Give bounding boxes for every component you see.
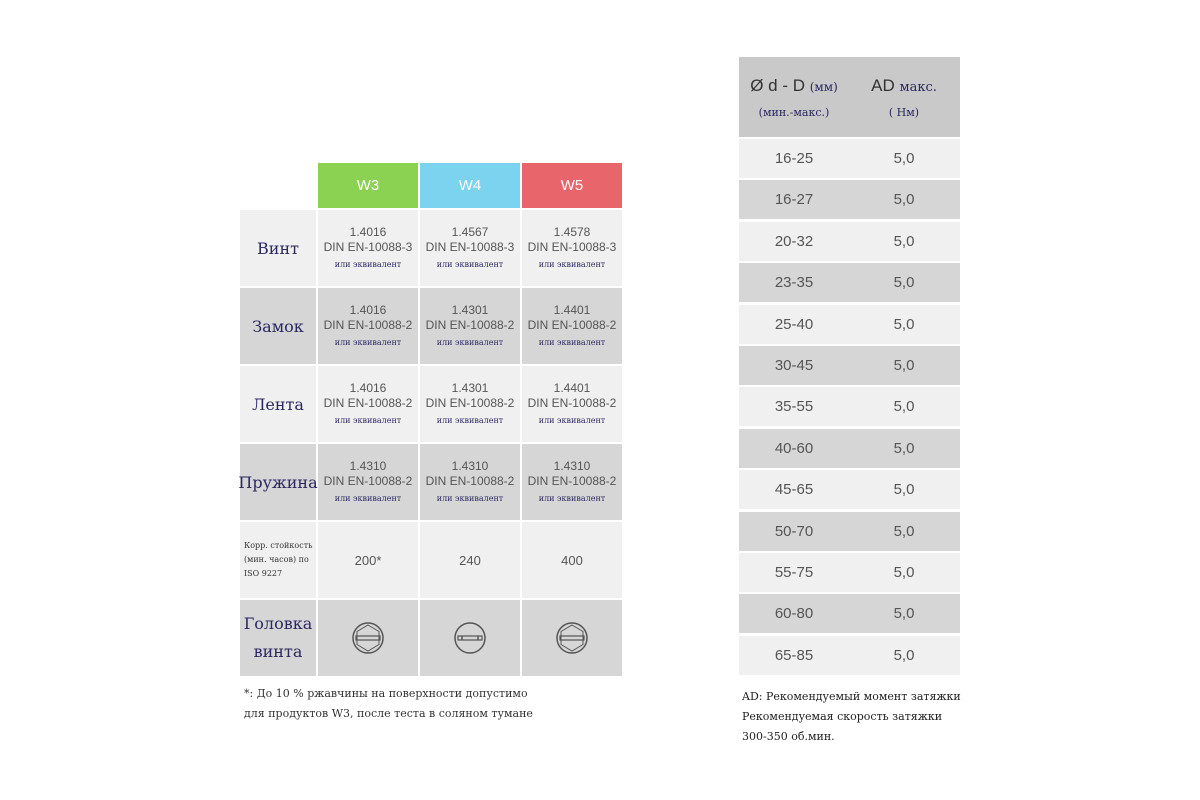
table-row <box>739 429 960 468</box>
torque-value: 5,0 <box>893 274 915 292</box>
diameter-range: 45-65 <box>774 481 814 499</box>
table-cell <box>318 210 418 286</box>
row-label-corrosion <box>240 522 316 598</box>
table-row <box>739 553 960 592</box>
table-row <box>739 387 960 426</box>
material-code: 1.4578 <box>553 224 591 239</box>
diameter-range: 30-45 <box>774 356 814 374</box>
table-cell <box>522 600 622 676</box>
diameter-range: 25-40 <box>774 315 814 333</box>
equivalent-note: или эквивалент <box>436 493 504 503</box>
table-cell <box>420 600 520 676</box>
column-header-w3: W3 <box>318 163 418 208</box>
material-standard: DIN EN-10088-2 <box>323 317 413 332</box>
table-cell <box>318 444 418 520</box>
equivalent-note: или эквивалент <box>538 415 606 425</box>
table-cell <box>318 366 418 442</box>
header-torque <box>849 57 959 137</box>
diameter-range: 40-60 <box>774 439 814 457</box>
diameter-range: 55-75 <box>774 563 814 581</box>
table-row <box>739 512 960 551</box>
material-code: 1.4301 <box>451 380 489 395</box>
diameter-range: 35-55 <box>774 398 814 416</box>
table-row <box>739 305 960 344</box>
row-label: Замок <box>240 288 316 364</box>
header-blank <box>240 163 316 208</box>
table-cell <box>522 210 622 286</box>
equivalent-note: или эквивалент <box>334 493 402 503</box>
torque-value: 5,0 <box>893 605 915 623</box>
material-standard: DIN EN-10088-2 <box>425 473 515 488</box>
row-label: Винт <box>240 210 316 286</box>
torque-value: 5,0 <box>893 563 915 581</box>
material-standard: DIN EN-10088-2 <box>527 317 617 332</box>
table-row-screw <box>240 210 626 286</box>
torque-value: 5,0 <box>893 522 915 540</box>
row-label-screw-head <box>240 600 316 676</box>
torque-note-line: 300-350 об.мин. <box>742 730 835 743</box>
diameter-range: 65-85 <box>774 646 814 664</box>
column-header-w5: W5 <box>522 163 622 208</box>
torque-value: 5,0 <box>893 315 915 333</box>
table-row-band <box>240 366 626 442</box>
table-cell <box>522 288 622 364</box>
torque-value: 5,0 <box>893 191 915 209</box>
equivalent-note: или эквивалент <box>334 415 402 425</box>
material-standard: DIN EN-10088-2 <box>425 395 515 410</box>
material-code: 1.4016 <box>349 224 387 239</box>
hex-slot-head-icon <box>351 621 385 655</box>
material-standard: DIN EN-10088-3 <box>527 239 617 254</box>
torque-table-header <box>739 57 960 137</box>
torque-sub: ( Нм) <box>888 105 920 119</box>
table-cell <box>318 600 418 676</box>
diameter-range: 16-27 <box>774 191 814 209</box>
table-row <box>739 636 960 675</box>
screw-head-label-line: винта <box>253 642 303 661</box>
table-cell <box>420 210 520 286</box>
equivalent-note: или эквивалент <box>436 259 504 269</box>
table-row <box>739 139 960 178</box>
table-cell <box>522 366 622 442</box>
material-standard: DIN EN-10088-3 <box>323 239 413 254</box>
torque-note-line: AD: Рекомендуемый момент затяжки <box>742 690 961 703</box>
table-cell <box>420 288 520 364</box>
corrosion-value: 240 <box>420 522 520 598</box>
equivalent-note: или эквивалент <box>334 337 402 347</box>
torque-title: AD <box>871 75 895 95</box>
torque-value: 5,0 <box>893 481 915 499</box>
corrosion-value: 400 <box>522 522 622 598</box>
torque-table <box>739 57 960 677</box>
row-label: Лента <box>240 366 316 442</box>
torque-value: 5,0 <box>893 646 915 664</box>
table-row-screw-head <box>240 600 626 676</box>
diameter-range: 23-35 <box>774 274 814 292</box>
table-row <box>739 180 960 219</box>
torque-note-line: Рекомендуемая скорость затяжки <box>742 710 943 723</box>
table-cell <box>420 444 520 520</box>
material-code: 1.4310 <box>349 458 387 473</box>
table-cell <box>318 288 418 364</box>
material-code: 1.4310 <box>451 458 489 473</box>
table-row <box>739 222 960 261</box>
corrosion-label-line: (мин. часов) по <box>244 555 309 564</box>
table-cell <box>420 366 520 442</box>
corrosion-label-line: ISO 9227 <box>244 569 283 578</box>
equivalent-note: или эквивалент <box>538 259 606 269</box>
material-standard: DIN EN-10088-2 <box>323 395 413 410</box>
material-code: 1.4310 <box>553 458 591 473</box>
material-code: 1.4401 <box>553 380 591 395</box>
diameter-unit: (мм) <box>809 79 838 94</box>
round-slot-head-icon <box>453 621 487 655</box>
table-row-corrosion <box>240 522 626 598</box>
material-code: 1.4016 <box>349 380 387 395</box>
material-table-header <box>240 163 626 208</box>
equivalent-note: или эквивалент <box>334 259 402 269</box>
torque-value: 5,0 <box>893 356 915 374</box>
corrosion-value: 200* <box>318 522 418 598</box>
equivalent-note: или эквивалент <box>538 337 606 347</box>
equivalent-note: или эквивалент <box>436 337 504 347</box>
equivalent-note: или эквивалент <box>436 415 504 425</box>
table-row <box>739 263 960 302</box>
table-row <box>739 470 960 509</box>
material-standard: DIN EN-10088-2 <box>527 473 617 488</box>
material-standard: DIN EN-10088-2 <box>323 473 413 488</box>
diameter-range: 50-70 <box>774 522 814 540</box>
diameter-sub: (мин.-макс.) <box>758 105 830 119</box>
torque-value: 5,0 <box>893 398 915 416</box>
diameter-range: 20-32 <box>774 232 814 250</box>
material-standard: DIN EN-10088-2 <box>425 317 515 332</box>
table-cell <box>522 444 622 520</box>
torque-qualifier: макс. <box>899 79 937 95</box>
diameter-title: Ø d - D <box>750 75 806 95</box>
torque-value: 5,0 <box>893 439 915 457</box>
column-header-w4: W4 <box>420 163 520 208</box>
table-row-spring <box>240 444 626 520</box>
screw-head-label-line: Головка <box>243 614 313 633</box>
diameter-range: 60-80 <box>774 605 814 623</box>
torque-note <box>742 687 982 747</box>
material-code: 1.4301 <box>451 302 489 317</box>
material-table <box>240 163 626 678</box>
material-standard: DIN EN-10088-3 <box>425 239 515 254</box>
material-code: 1.4016 <box>349 302 387 317</box>
material-code: 1.4567 <box>451 224 489 239</box>
material-standard: DIN EN-10088-2 <box>527 395 617 410</box>
material-code: 1.4401 <box>553 302 591 317</box>
row-label: Пружина <box>240 444 316 520</box>
table-row-lock <box>240 288 626 364</box>
table-row <box>739 594 960 633</box>
hex-slot-head-icon <box>555 621 589 655</box>
corrosion-label-line: Корр. стойкость <box>244 541 313 550</box>
equivalent-note: или эквивалент <box>538 493 606 503</box>
torque-value: 5,0 <box>893 232 915 250</box>
diameter-range: 16-25 <box>774 150 814 167</box>
table-row <box>739 346 960 385</box>
torque-table-body <box>739 139 960 675</box>
torque-value: 5,0 <box>893 150 915 167</box>
footnote: *: До 10 % ржавчины на поверхности допустимо для продуктов W3, после теста в соляном тумане <box>244 687 533 720</box>
header-diameter <box>739 57 849 137</box>
